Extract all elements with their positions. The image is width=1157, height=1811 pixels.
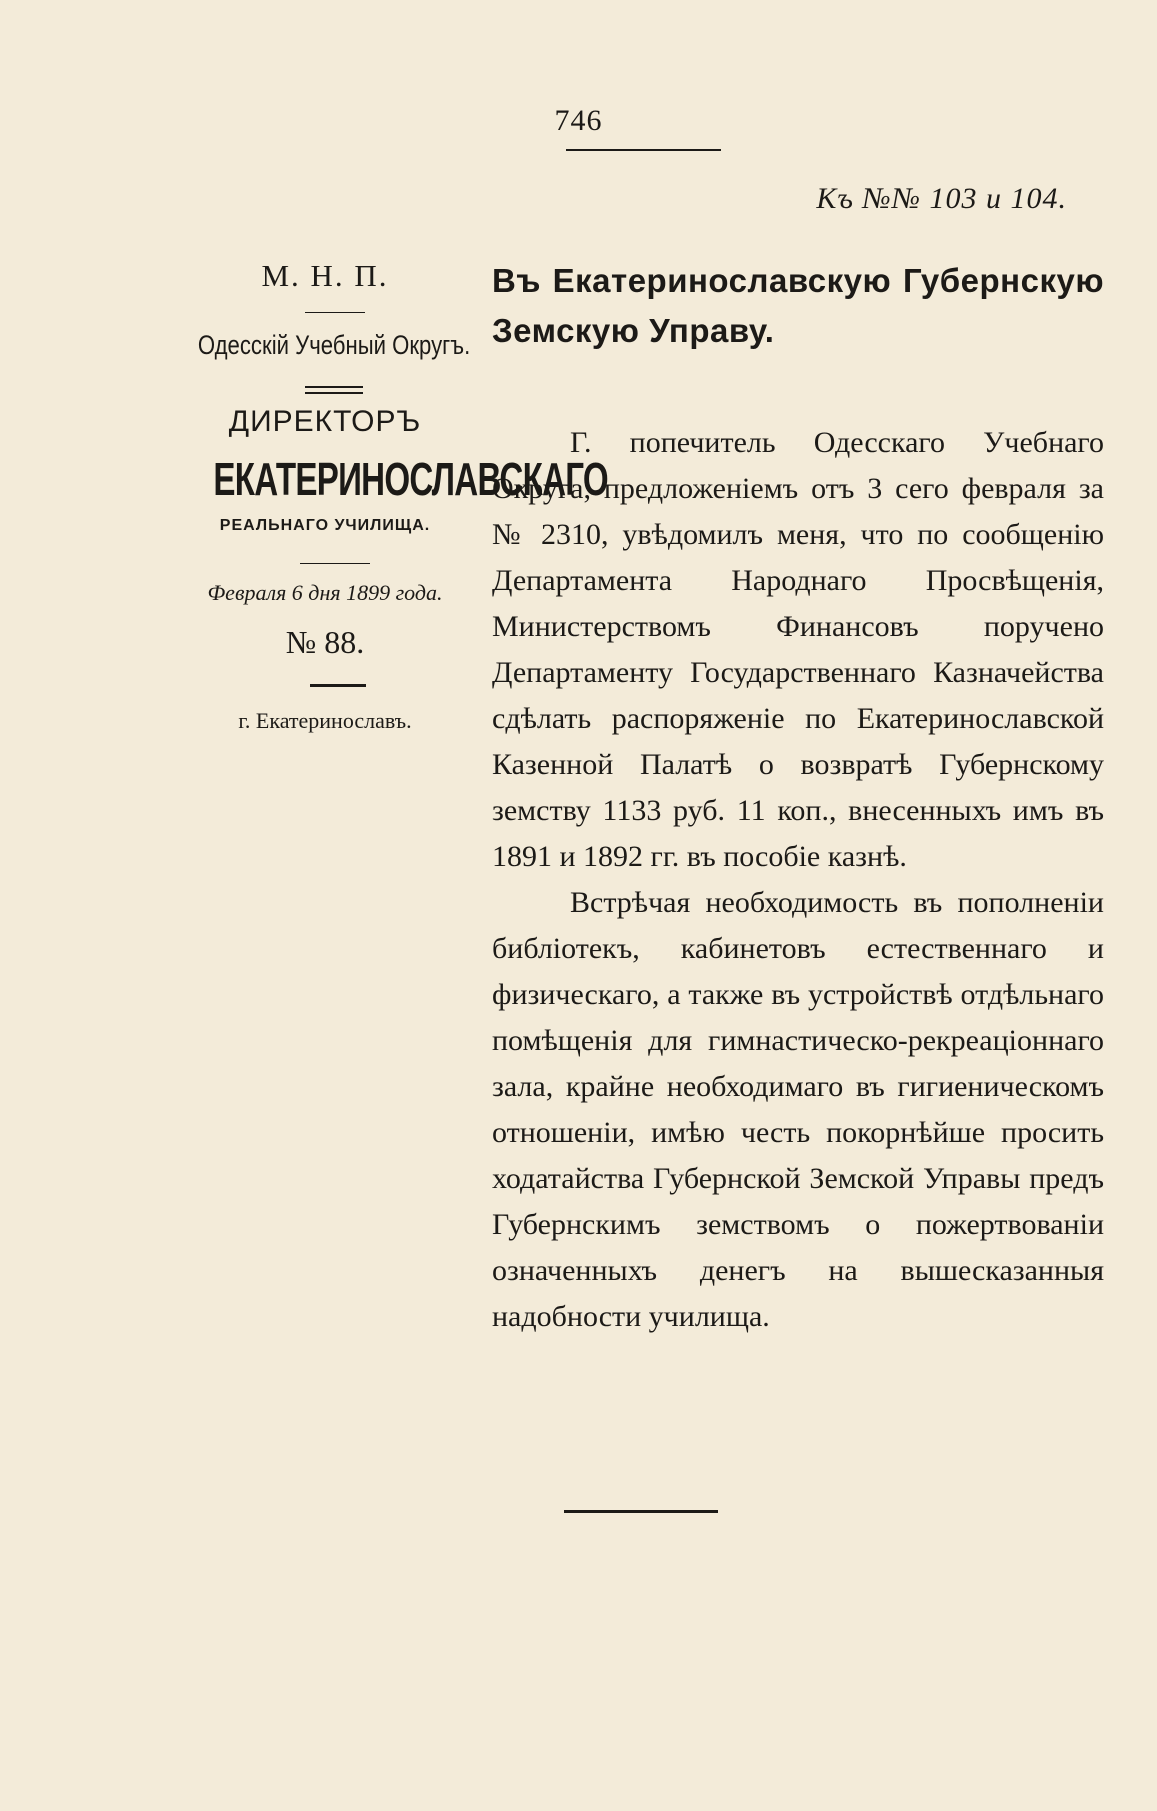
body-paragraph: Г. попечитель Одесскаго Учебнаго Округа, предложеніемъ отъ 3 сего февраля за № 2310, увѣдомилъ меня, что по сообщенію Департамента Народнаго Просвѣщенія, Министерствомъ Финансовъ поручено Департаменту Государственнаго Казначейства сдѣлать распоряженіе по Екатеринославской Казенной Палатѣ о возвратѣ Губернскому земству 1133 руб. 11 коп., внесенныхъ имъ въ 1891 и 1892 гг. въ пособіе казнѣ. xyxy=(492,426,1104,873)
recipient-line-1: Въ Екатеринославскую Губернскую xyxy=(492,262,1104,299)
page-number-rule xyxy=(566,149,721,151)
educational-district: Одесскій Учебный Округъ. xyxy=(197,330,471,360)
recipient-line-2: Земскую Управу. xyxy=(492,312,775,349)
school-name: ЕКАТЕРИНОСЛАВСКАГО xyxy=(213,453,608,505)
reference-numbers: Къ №№ 103 и 104. xyxy=(816,182,1067,215)
double-rule-top xyxy=(305,386,363,388)
page-number: 746 xyxy=(554,104,603,137)
number-rule xyxy=(310,684,366,687)
ministry-abbreviation: М. Н. П. xyxy=(261,258,389,293)
letter-body xyxy=(492,420,1104,1340)
letter-number: № 88. xyxy=(285,624,365,660)
sender-title: ДИРЕКТОРЪ xyxy=(228,405,422,438)
divider xyxy=(305,312,365,313)
school-type: РЕАЛЬНАГО УЧИЛИЩА. xyxy=(219,517,431,534)
closing-rule xyxy=(564,1510,718,1513)
sender-city: г. Екатеринославъ. xyxy=(238,708,412,733)
divider xyxy=(300,563,370,564)
body-paragraph: Встрѣчая необходимость въ пополненіи библіотекъ, кабинетовъ естественнаго и физическаго, а также въ устройствѣ отдѣльнаго помѣщенія для гимнастическо-рекреаціоннаго зала, крайне необходимаго въ гигиеническомъ отношеніи, имѣю честь покорнѣйше просить ходатайства Губернской Земской Управы предъ Губернскимъ земствомъ о пожертвованіи означенныхъ денегъ на вышесказанныя надобности училища. xyxy=(492,886,1104,1333)
double-rule-bottom xyxy=(305,392,363,394)
letter-date: Февраля 6 дня 1899 года. xyxy=(207,580,443,605)
